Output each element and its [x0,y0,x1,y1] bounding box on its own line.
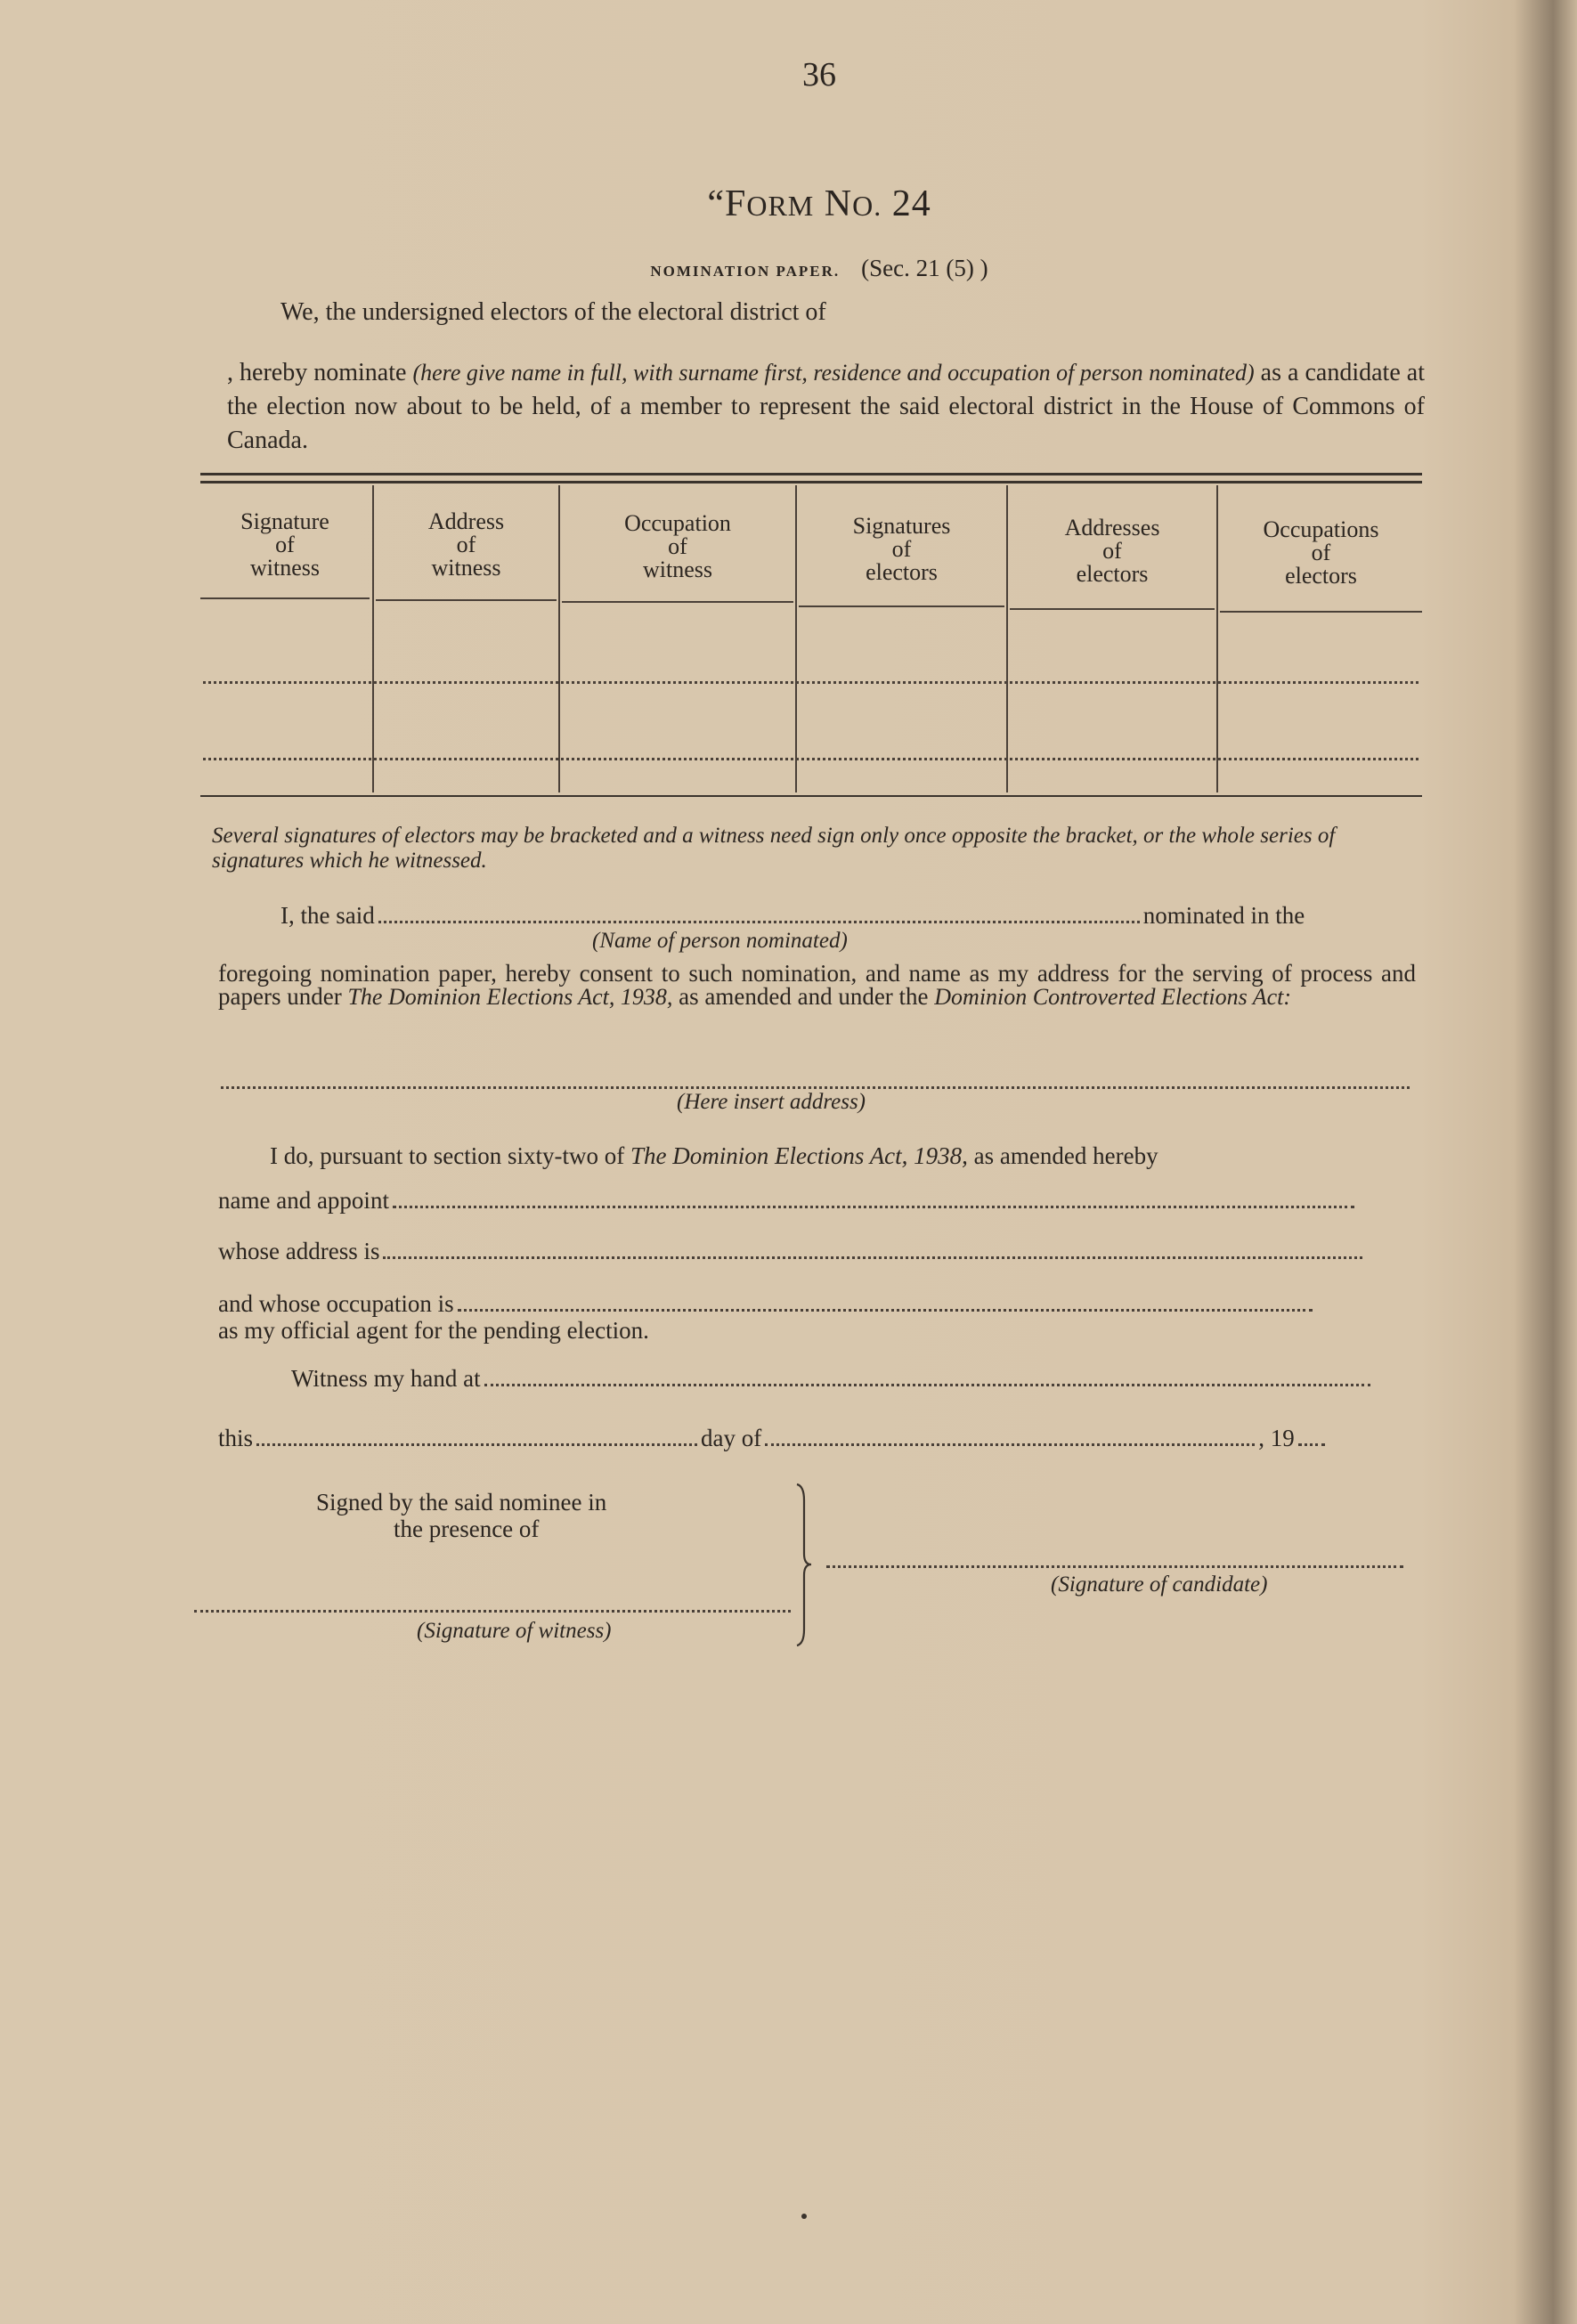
header-underline [1220,611,1422,613]
year-field[interactable] [1298,1442,1325,1446]
signed-by-line-2: the presence of [394,1515,540,1542]
header-underline [200,597,370,599]
header-underline [562,601,793,603]
witness-signature-caption: (Signature of witness) [417,1619,612,1643]
consent-line: I, the said nominated in the [280,902,1305,929]
column-divider [558,485,560,792]
whose-occupation-line: and whose occupation is [218,1290,1316,1318]
agent-occupation-field[interactable] [458,1308,1313,1312]
nominee-name-field[interactable] [378,920,1140,923]
table-bottom-rule [200,795,1422,797]
paper-speck [801,2214,807,2219]
page-number: 36 [802,56,836,93]
header-underline [376,599,557,601]
column-header-signature-of-witness: Signature of witness [240,508,329,581]
column-divider [1006,485,1008,792]
intro-paragraph: , hereby nominate (here give name in full, with surname first, residence and occupation of person nominated) as a candidate at the election now about to be held, of a member to represent the said electoral district in the House of Commons of Canada. [227,359,1425,454]
witness-hand-line: Witness my hand at [291,1365,1374,1393]
whose-address-line: whose address is [218,1238,1366,1265]
official-agent-line: as my official agent for the pending election. [218,1317,649,1344]
form-title: “FORM NO. 24 [707,183,931,224]
signed-by-line-1: Signed by the said nominee in [316,1489,607,1515]
table-top-rule-2 [200,481,1422,483]
bracket-note: Several signatures of electors may be bracketed and a witness need sign only once opposite the bracket, or the whole series of signatures which he witnessed. [212,824,1336,873]
address-field[interactable] [221,1086,1410,1089]
column-header-signatures-of-electors: Signatures of electors [852,513,951,585]
nominee-name-caption: (Name of person nominated) [592,929,848,953]
candidate-signature-caption: (Signature of candidate) [1051,1572,1268,1597]
intro-line-1: We, the undersigned electors of the electoral district of [280,298,826,326]
table-entry-row[interactable] [203,681,1418,684]
form-subtitle [0,255,1577,282]
column-header-occupations-of-electors: Occupations of electors [1263,516,1379,589]
column-divider [795,485,797,792]
header-underline [1010,608,1215,610]
subtitle-caps: NOMINATION PAPER. [650,263,841,280]
month-field[interactable] [765,1442,1255,1446]
address-caption: (Here insert address) [677,1090,866,1114]
appoint-line: I do, pursuant to section sixty-two of The Dominion Elections Act, 1938, as amended hereby [270,1142,1158,1169]
agent-address-field[interactable] [383,1255,1362,1259]
table-entry-row[interactable] [203,758,1418,760]
column-header-address-of-witness: Address of witness [427,508,505,581]
day-field[interactable] [256,1442,697,1446]
witness-signature-field[interactable] [194,1610,791,1613]
column-divider [372,485,374,792]
bracket-brace [795,1483,813,1647]
date-line: this day of , 19 [218,1425,1329,1452]
header-underline [799,605,1004,607]
column-header-occupation-of-witness: Occupation of witness [624,510,731,582]
witness-place-field[interactable] [484,1383,1370,1386]
name-and-appoint-line: name and appoint [218,1187,1358,1215]
table-top-rule-1 [200,473,1422,475]
consent-paragraph: foregoing nomination paper, hereby consent to such nomination, and name as my address for the serving of process and papers under The Dominion Elections Act, 1938, as amended and under the Dominion Controverted Elections Act: [218,960,1416,1010]
subtitle-section: (Sec. 21 (5) ) [861,255,988,281]
candidate-signature-field[interactable] [826,1565,1403,1568]
column-divider [1216,485,1218,792]
column-header-addresses-of-electors: Addresses of electors [1064,515,1160,587]
agent-name-field[interactable] [393,1205,1354,1208]
